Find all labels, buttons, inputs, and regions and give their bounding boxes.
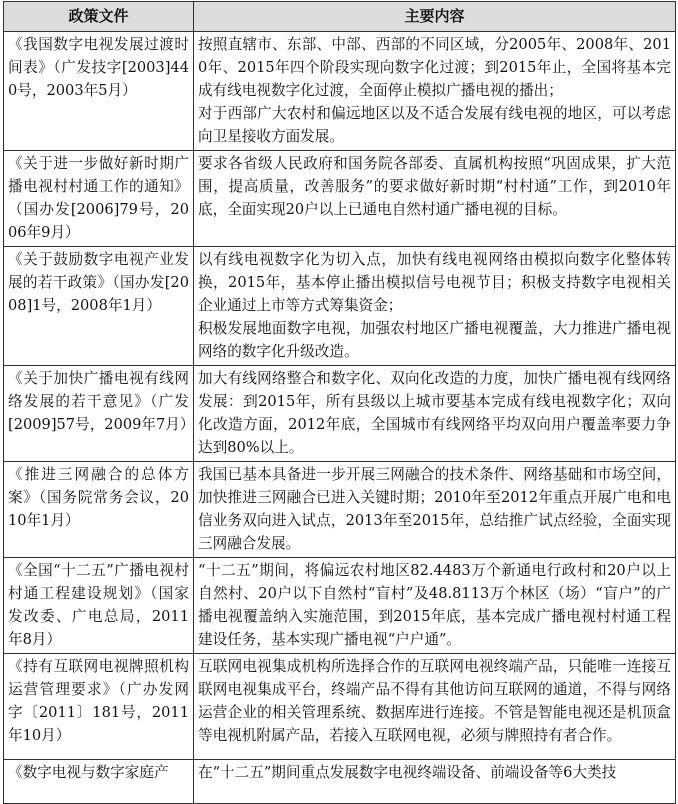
table-row [4,247,676,366]
main-content-cell [194,462,676,558]
content-paragraph: 加大有线网络整合和数字化、双向化改造的力度，加快广播电视有线网络发展：到2015年，所有县级以上城市要基本完成有线电视数字化；双向化改造方面，2012年底，全国城市有线网络平均双向用户覆盖率要力争达到80%以上。 [198,370,671,456]
main-content-cell [194,654,676,760]
table-row [4,32,676,151]
content-paragraph: 以有线电视数字化为切入点，加快有线电视网络由模拟向数字化整体转换，2015年，基本停止播出模拟信号电视节目；积极支持数字电视相关企业通过上市等方式筹集资金； [198,251,671,314]
policy-document-cell: 《我国数字电视发展过渡时间表》（广发技字[2003]440号，2003年5月） [4,32,194,151]
policy-document-cell: 《数字电视与数字家庭产 [4,760,194,804]
content-paragraph: 要求各省级人民政府和国务院各部委、直属机构按照“巩固成果，扩大范围，提高质量，改善服务”的要求做好新时期“村村通”工作，到2010年底，全面实现20户以上已通电自然村通广播电视的目标。 [198,155,671,218]
table-row [4,462,676,558]
content-paragraph: 我国已基本具备进一步开展三网融合的技术条件、网络基础和市场空间，加快推进三网融合已进入关键时期；2010年至2012年重点开展广电和电信业务双向进入试点，2013年至2015年，总结推广试点经验，全面实现三网融合发展。 [198,466,671,552]
table-header-row [4,2,676,32]
main-content-cell [194,558,676,654]
table-row [4,366,676,462]
main-content-cell [194,151,676,247]
table-row [4,151,676,247]
content-paragraph: 按照直辖市、东部、中部、西部的不同区域，分2005年、2008年、2010年、2015年四个阶段实现向数字化过渡；到2015年止，全国将基本完成有线电视数字化过渡，全面停止模拟广播电视的播出； [198,36,671,99]
content-paragraph: 互联网电视集成机构所选择合作的互联网电视终端产品，只能唯一连接互联网电视集成平台，终端产品不得有其他访问互联网的通道，不得与网络运营企业的相关管理系统、数据库进行连接。不管是智能电视还是机顶盒等电视机附属产品，若接入互联网电视，必须与牌照持有者合作。 [198,658,671,744]
content-paragraph: 在“十二五”期间重点发展数字电视终端设备、前端设备等6大类技 [198,764,617,781]
table-row [4,558,676,654]
table-row [4,760,676,804]
policy-document-cell: 《关于进一步做好新时期广播电视村村通工作的通知》（国办发[2006]79号，2006年9月） [4,151,194,247]
policy-document-cell: 《持有互联网电视牌照机构运营管理要求》（广办发网字〔2011〕181号，2011年10月） [4,654,194,760]
header-main-content: 主要内容 [194,2,676,32]
policy-document-cell: 《关于加快广播电视有线网络发展的若干意见》（广发[2009]57号，2009年7月） [4,366,194,462]
main-content-cell [194,366,676,462]
content-paragraph: “十二五”期间，将偏远农村地区82.4483万个新通电行政村和20户以上自然村、20户以下自然村“盲村”及48.8113万个林区（场）“盲户”的广播电视覆盖纳入实施范围，到2015年底，基本完成广播电视村村通工程建设任务，基本实现广播电视“户户通”。 [198,562,671,648]
table-row [4,654,676,760]
main-content-cell [194,32,676,151]
header-policy-document: 政策文件 [4,2,194,32]
policy-document-cell: 《推进三网融合的总体方案》（国务院常务会议，2010年1月） [4,462,194,558]
main-content-cell [194,760,676,804]
policy-document-cell: 《全国“十二五”广播电视村村通工程建设规划》（国家发改委、广电总局，2011年8月） [4,558,194,654]
policy-table [3,1,676,804]
main-content-cell [194,247,676,366]
content-paragraph: 对于西部广大农村和偏远地区以及不适合发展有线电视的地区，可以考虑向卫星接收方面发展。 [198,105,671,145]
policy-document-cell: 《关于鼓励数字电视产业发展的若干政策》（国办发[2008]1号，2008年1月） [4,247,194,366]
content-paragraph: 积极发展地面数字电视，加强农村地区广播电视覆盖，大力推进广播电视网络的数字化升级改造。 [198,320,671,360]
